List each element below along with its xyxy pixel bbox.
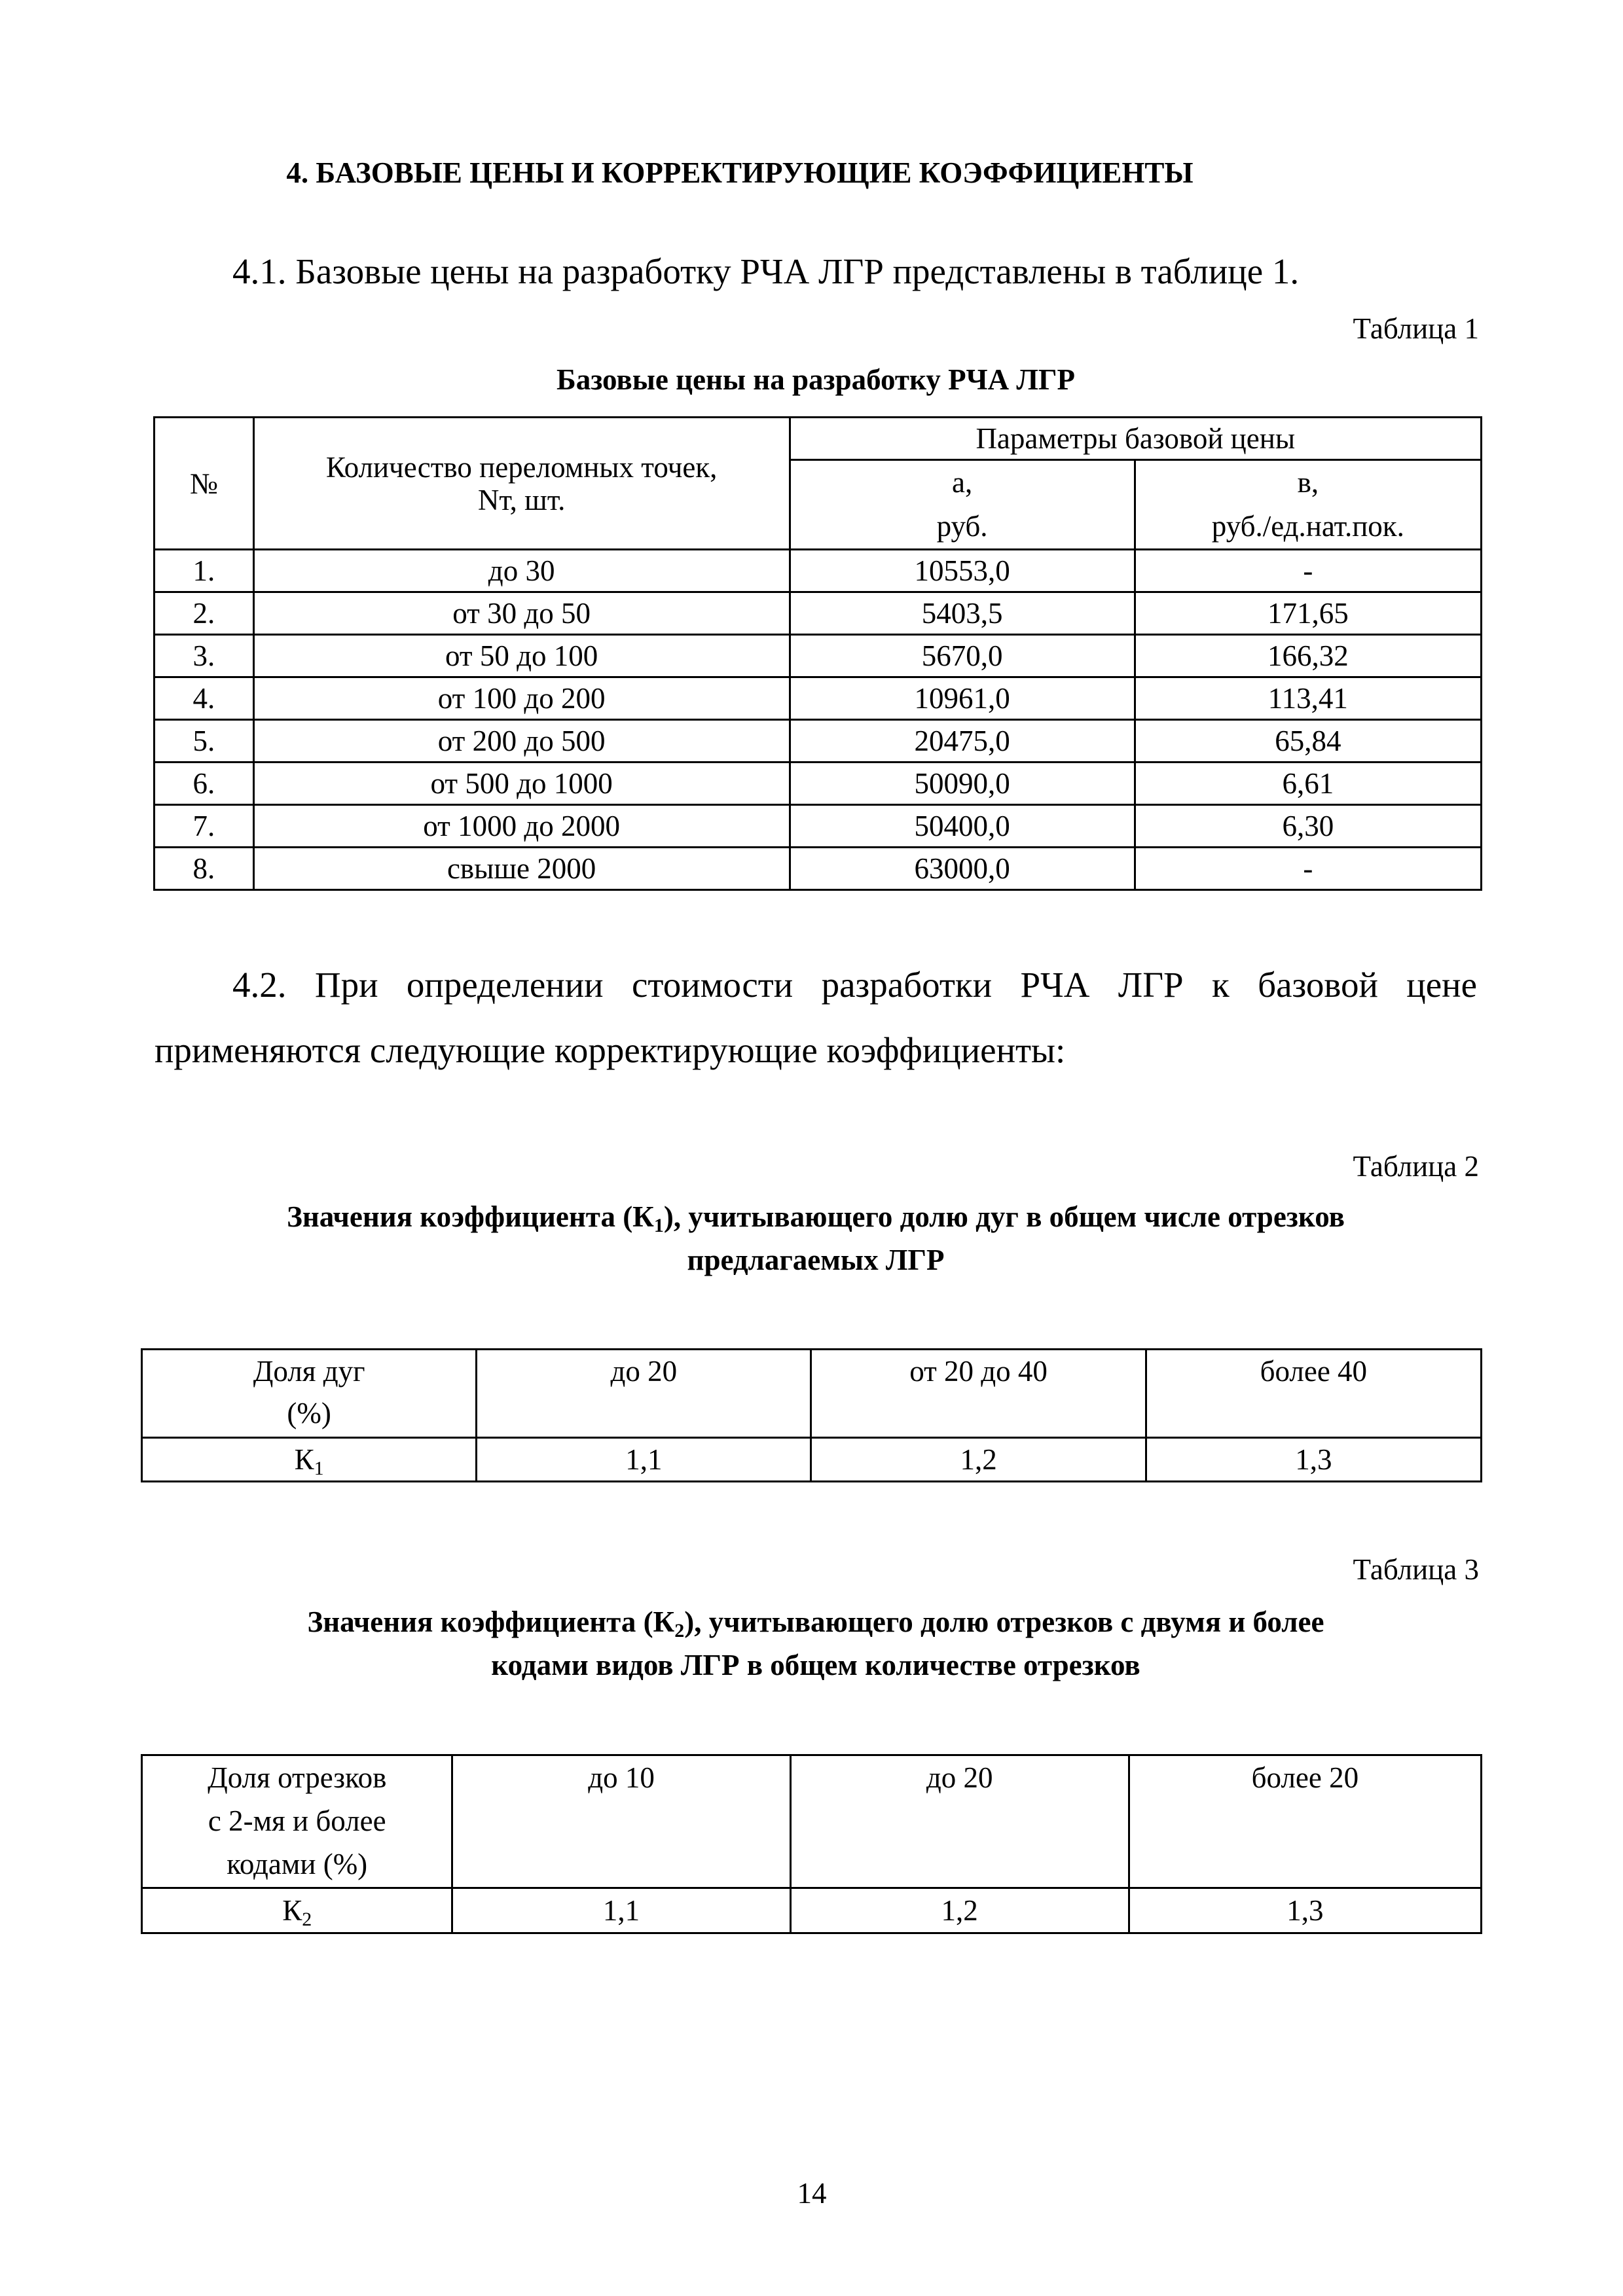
row-a: 5403,5 bbox=[790, 592, 1135, 635]
table3-title bbox=[155, 1600, 1477, 1687]
row-b: - bbox=[1135, 550, 1481, 592]
k1-value-2: 1,2 bbox=[811, 1438, 1146, 1482]
k2-value-1: 1,1 bbox=[452, 1888, 790, 1933]
section-heading: 4. БАЗОВЫЕ ЦЕНЫ И КОРРЕКТИРУЮЩИЕ КОЭФФИЦИЕНТЫ bbox=[286, 156, 1194, 189]
table3-title-sub: 2 bbox=[674, 1620, 685, 1641]
row-number: 4. bbox=[155, 677, 254, 720]
table-row bbox=[155, 805, 1482, 848]
row-range: до 30 bbox=[253, 550, 790, 592]
table-row bbox=[155, 848, 1482, 890]
col-header-points-line1: Количество переломных точек, bbox=[325, 450, 718, 484]
row-range: от 30 до 50 bbox=[253, 592, 790, 635]
row-a: 10961,0 bbox=[790, 677, 1135, 720]
k1-label-sub: 1 bbox=[314, 1458, 324, 1479]
k1-header-line1: Доля дуг bbox=[253, 1355, 365, 1388]
col-header-b bbox=[1135, 460, 1481, 550]
k1-col-3: более 40 bbox=[1146, 1350, 1481, 1438]
table3-title-post: ), учитывающего долю отрезков с двумя и более bbox=[684, 1605, 1324, 1638]
table-row bbox=[155, 550, 1482, 592]
k2-header-share bbox=[142, 1755, 452, 1888]
table2-label: Таблица 2 bbox=[1353, 1150, 1479, 1183]
k2-col-2: до 20 bbox=[790, 1755, 1129, 1888]
table3-label: Таблица 3 bbox=[1353, 1553, 1479, 1586]
k2-label-main: К bbox=[282, 1894, 302, 1927]
row-number: 2. bbox=[155, 592, 254, 635]
k2-row-label bbox=[142, 1888, 452, 1933]
col-header-number: № bbox=[155, 418, 254, 550]
table3-title-line2: кодами видов ЛГР в общем количестве отрезков bbox=[491, 1649, 1140, 1681]
table-row bbox=[155, 720, 1482, 762]
row-number: 1. bbox=[155, 550, 254, 592]
row-a: 63000,0 bbox=[790, 848, 1135, 890]
k1-col-2: от 20 до 40 bbox=[811, 1350, 1146, 1438]
row-number: 7. bbox=[155, 805, 254, 848]
table-row bbox=[155, 635, 1482, 677]
row-number: 3. bbox=[155, 635, 254, 677]
row-range: свыше 2000 bbox=[253, 848, 790, 890]
row-range: от 1000 до 2000 bbox=[253, 805, 790, 848]
table3-title-pre: Значения коэффициента (К bbox=[307, 1605, 675, 1638]
k2-coefficient-table bbox=[141, 1754, 1482, 1934]
k1-value-3: 1,3 bbox=[1146, 1438, 1481, 1482]
table-row bbox=[142, 1438, 1482, 1482]
table-row bbox=[142, 1888, 1482, 1933]
page-number: 14 bbox=[797, 2177, 827, 2210]
row-number: 8. bbox=[155, 848, 254, 890]
row-range: от 200 до 500 bbox=[253, 720, 790, 762]
k2-value-3: 1,3 bbox=[1129, 1888, 1481, 1933]
paragraph-4-2-line1: 4.2. При определении стоимости разработки РЧА ЛГР к базовой цене bbox=[232, 965, 1477, 1005]
k1-value-1: 1,1 bbox=[477, 1438, 811, 1482]
k2-col-1: до 10 bbox=[452, 1755, 790, 1888]
row-b: 6,30 bbox=[1135, 805, 1481, 848]
k1-coefficient-table bbox=[141, 1348, 1482, 1482]
k2-header-line2: с 2-мя и более bbox=[208, 1804, 386, 1837]
row-range: от 50 до 100 bbox=[253, 635, 790, 677]
paragraph-4-1: 4.1. Базовые цены на разработку РЧА ЛГР представлены в таблице 1. bbox=[232, 251, 1300, 291]
row-a: 10553,0 bbox=[790, 550, 1135, 592]
col-header-a bbox=[790, 460, 1135, 550]
table1-label: Таблица 1 bbox=[1353, 312, 1479, 345]
row-b: - bbox=[1135, 848, 1481, 890]
col-header-points bbox=[253, 418, 790, 550]
row-number: 5. bbox=[155, 720, 254, 762]
k1-header-line2: (%) bbox=[287, 1397, 331, 1429]
k1-col-1: до 20 bbox=[477, 1350, 811, 1438]
k2-label-sub: 2 bbox=[302, 1909, 312, 1930]
col-header-b-line2: руб./ед.нат.пок. bbox=[1211, 510, 1404, 543]
k2-header-line3: кодами (%) bbox=[227, 1848, 368, 1880]
k1-row-label bbox=[142, 1438, 477, 1482]
k2-col-3: более 20 bbox=[1129, 1755, 1481, 1888]
row-b: 166,32 bbox=[1135, 635, 1481, 677]
k1-label-main: К bbox=[294, 1443, 314, 1476]
paragraph-4-2-line2: применяются следующие корректирующие коэффициенты: bbox=[155, 1030, 1066, 1070]
row-a: 50400,0 bbox=[790, 805, 1135, 848]
table-row bbox=[155, 592, 1482, 635]
k2-value-2: 1,2 bbox=[790, 1888, 1129, 1933]
table-row bbox=[155, 762, 1482, 805]
table2-title-post: ), учитывающего долю дуг в общем числе отрезков bbox=[663, 1200, 1345, 1233]
table2-title-pre: Значения коэффициента (К bbox=[287, 1200, 654, 1233]
col-header-b-line1: в, bbox=[1297, 466, 1319, 499]
k2-header-line1: Доля отрезков bbox=[208, 1761, 387, 1794]
row-b: 171,65 bbox=[1135, 592, 1481, 635]
row-a: 20475,0 bbox=[790, 720, 1135, 762]
row-b: 6,61 bbox=[1135, 762, 1481, 805]
col-header-a-line2: руб. bbox=[936, 510, 988, 543]
row-b: 113,41 bbox=[1135, 677, 1481, 720]
col-header-a-line1: а, bbox=[951, 466, 973, 499]
table1-title: Базовые цены на разработку РЧА ЛГР bbox=[556, 363, 1075, 396]
table2-title-line2: предлагаемых ЛГР bbox=[687, 1244, 945, 1276]
table-row bbox=[155, 677, 1482, 720]
row-number: 6. bbox=[155, 762, 254, 805]
table2-title bbox=[155, 1195, 1477, 1282]
base-price-table bbox=[153, 416, 1482, 891]
row-a: 5670,0 bbox=[790, 635, 1135, 677]
paragraph-4-2 bbox=[155, 952, 1477, 1083]
row-b: 65,84 bbox=[1135, 720, 1481, 762]
col-header-points-line2: Nт, шт. bbox=[477, 483, 566, 516]
row-range: от 100 до 200 bbox=[253, 677, 790, 720]
row-a: 50090,0 bbox=[790, 762, 1135, 805]
table2-title-sub: 1 bbox=[653, 1215, 664, 1236]
row-range: от 500 до 1000 bbox=[253, 762, 790, 805]
col-header-params: Параметры базовой цены bbox=[790, 418, 1482, 460]
k1-header-share bbox=[142, 1350, 477, 1438]
